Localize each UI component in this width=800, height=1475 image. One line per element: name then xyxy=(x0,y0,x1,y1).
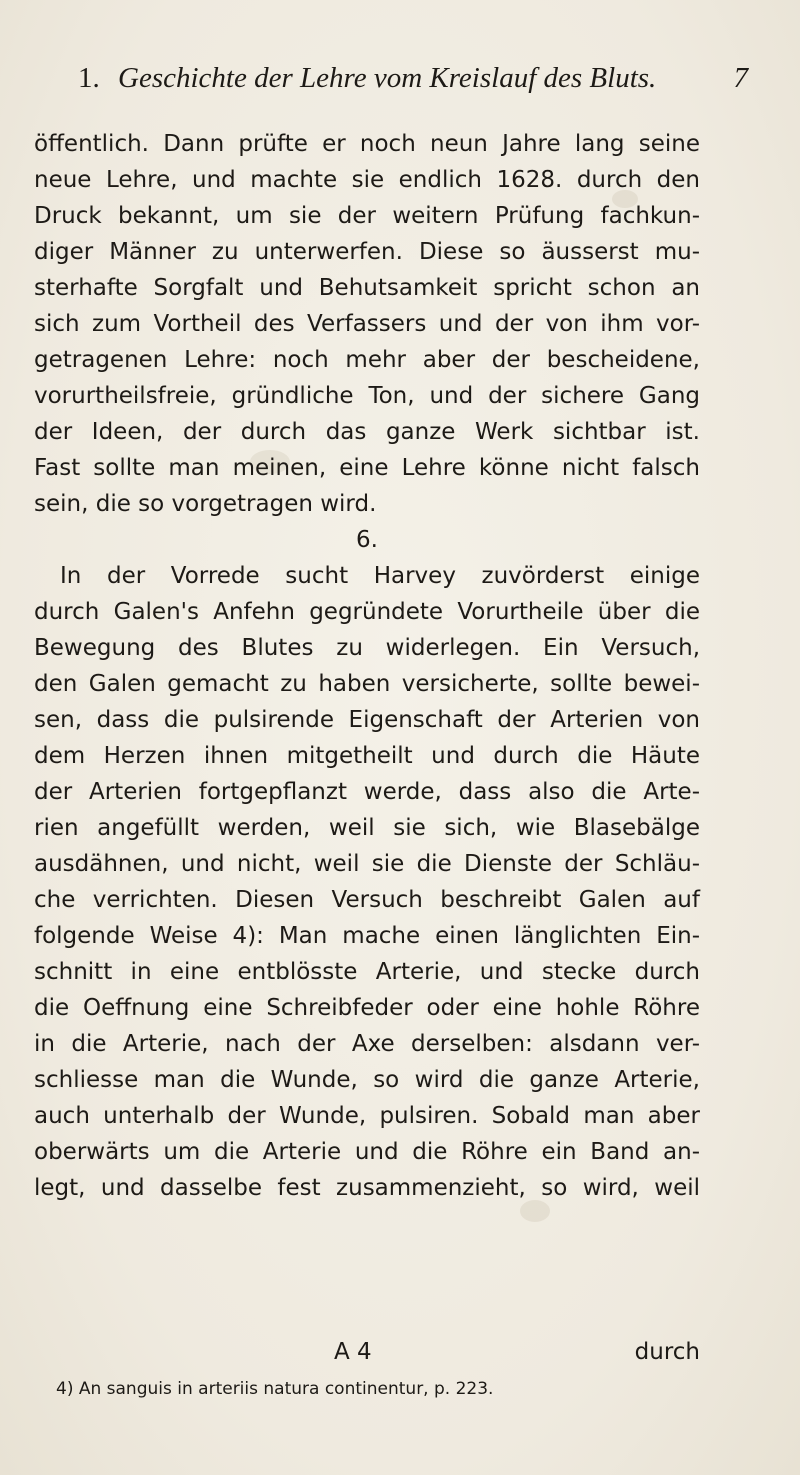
text-line: sterhafte Sorgfalt und Behutsamkeit spricht schon an xyxy=(34,275,700,301)
text-line: oberwärts um die Arterie und die Röhre ein Band an- xyxy=(34,1139,700,1165)
text-line: ausdähnen, und nicht, weil sie die Dienste der Schläu- xyxy=(34,851,700,877)
text-line: die Oeffnung eine Schreibfeder oder eine hohle Röhre xyxy=(34,995,700,1021)
running-title: Geschichte der Lehre vom Kreislauf des Bluts. xyxy=(118,62,657,94)
text-line: che verrichten. Diesen Versuch beschreibt Galen auf xyxy=(34,887,700,913)
text-line: Fast sollte man meinen, eine Lehre könne nicht falsch xyxy=(34,455,700,481)
section-number: 6. xyxy=(356,527,378,553)
signature-mark: A 4 xyxy=(334,1339,372,1365)
text-line: sein, die so vorgetragen wird. xyxy=(34,491,377,517)
text-line: schliesse man die Wunde, so wird die ganze Arterie, xyxy=(34,1067,700,1093)
text-line: auch unterhalb der Wunde, pulsiren. Sobald man aber xyxy=(34,1103,700,1129)
text-line: Bewegung des Blutes zu widerlegen. Ein Versuch, xyxy=(34,635,700,661)
text-line: schnitt in eine entblösste Arterie, und stecke durch xyxy=(34,959,700,985)
page-number: 7 xyxy=(733,62,748,94)
text-line: neue Lehre, und machte sie endlich 1628. durch den xyxy=(34,167,700,193)
text-line: dem Herzen ihnen mitgetheilt und durch die Häute xyxy=(34,743,700,769)
text-line: getragenen Lehre: noch mehr aber der bescheidene, xyxy=(34,347,700,373)
text-line: rien angefüllt werden, weil sie sich, wie Blasebälge xyxy=(34,815,700,841)
text-line: öffentlich. Dann prüfte er noch neun Jahre lang seine xyxy=(34,131,700,157)
text-line: der Ideen, der durch das ganze Werk sichtbar ist. xyxy=(34,419,700,445)
text-line: legt, und dasselbe fest zusammenzieht, so wird, weil xyxy=(34,1175,700,1201)
chapter-number: 1. xyxy=(78,62,100,94)
text-line: vorurtheilsfreie, gründliche Ton, und der sichere Gang xyxy=(34,383,700,409)
text-line: Druck bekannt, um sie der weitern Prüfung fachkun- xyxy=(34,203,700,229)
catchword: durch xyxy=(634,1339,700,1365)
text-line: In der Vorrede sucht Harvey zuvörderst einige xyxy=(60,563,700,589)
footnote: 4) An sanguis in arteriis natura continentur, p. 223. xyxy=(56,1379,494,1399)
text-line: in die Arterie, nach der Axe derselben: alsdann ver- xyxy=(34,1031,700,1057)
text-line: folgende Weise 4): Man mache einen länglichten Ein- xyxy=(34,923,700,949)
text-line: sich zum Vortheil des Verfassers und der von ihm vor- xyxy=(34,311,700,337)
running-header xyxy=(58,62,748,102)
page-footer-line xyxy=(34,1334,700,1370)
text-line: sen, dass die pulsirende Eigenschaft der Arterien von xyxy=(34,707,700,733)
text-line: diger Männer zu unterwerfen. Diese so äusserst mu- xyxy=(34,239,700,265)
text-line: durch Galen's Anfehn gegründete Vorurtheile über die xyxy=(34,599,700,625)
text-line: der Arterien fortgepflanzt werde, dass also die Arte- xyxy=(34,779,700,805)
text-line: den Galen gemacht zu haben versicherte, sollte bewei- xyxy=(34,671,700,697)
body-text xyxy=(34,126,700,1206)
